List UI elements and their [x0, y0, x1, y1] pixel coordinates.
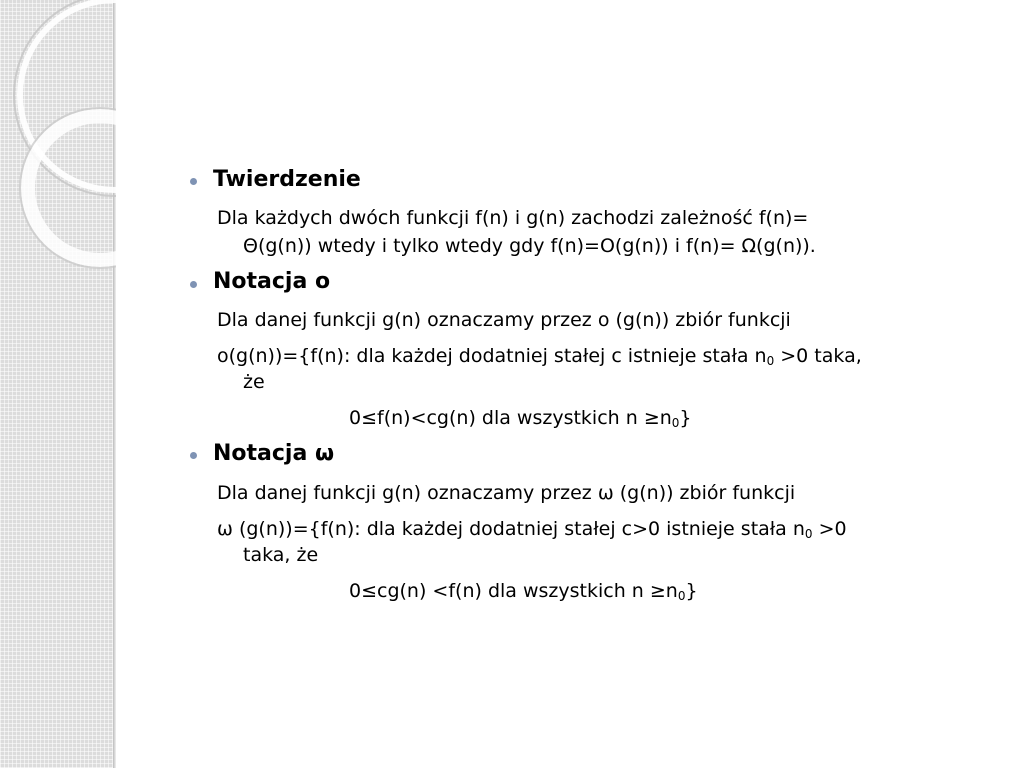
notation-omega-definition-subscript: 0 [804, 527, 813, 541]
bullet-notacja-omega [190, 452, 197, 459]
heading-notacja-o: Notacja o [213, 269, 331, 294]
notation-omega-condition-text: 0≤cg(n) <f(n) dla wszystkich n ≥n [349, 580, 678, 602]
theorem-line-2: Θ(g(n)) wtedy i tylko wtedy gdy f(n)=O(g(n)) i f(n)= Ω(g(n)). [243, 235, 816, 257]
bullet-twierdzenie [190, 178, 197, 185]
bullet-notacja-o [190, 281, 197, 288]
notation-omega-condition [349, 579, 698, 603]
notation-o-intro: Dla danej funkcji g(n) oznaczamy przez o (g(n)) zbiór funkcji [217, 309, 791, 331]
heading-twierdzenie: Twierdzenie [213, 167, 361, 192]
notation-o-condition [349, 406, 692, 430]
notation-o-definition-text: o(g(n))={f(n): dla każdej dodatniej stałej c istnieje stała n [217, 345, 767, 367]
notation-omega-condition-tail: } [685, 580, 698, 602]
theorem-line-1: Dla każdych dwóch funkcji f(n) i g(n) zachodzi zależność f(n)= [217, 207, 809, 229]
notation-o-definition [217, 344, 862, 368]
notation-omega-definition [217, 517, 847, 541]
notation-o-definition-tail: >0 taka, [774, 345, 862, 367]
notation-omega-definition-cont: taka, że [243, 544, 319, 566]
notation-o-definition-cont: że [243, 371, 265, 393]
notation-o-condition-subscript: 0 [671, 416, 680, 430]
notation-o-condition-tail: } [679, 407, 692, 429]
notation-omega-condition-subscript: 0 [677, 589, 686, 603]
notation-o-definition-subscript: 0 [766, 354, 775, 368]
heading-notacja-omega: Notacja ω [213, 441, 335, 466]
notation-omega-definition-tail: >0 [812, 518, 847, 540]
notation-omega-intro: Dla danej funkcji g(n) oznaczamy przez ω (g(n)) zbiór funkcji [217, 482, 796, 504]
notation-o-condition-text: 0≤f(n)<cg(n) dla wszystkich n ≥n [349, 407, 672, 429]
notation-omega-definition-text: ω (g(n))={f(n): dla każdej dodatniej stałej c>0 istnieje stała n [217, 518, 805, 540]
